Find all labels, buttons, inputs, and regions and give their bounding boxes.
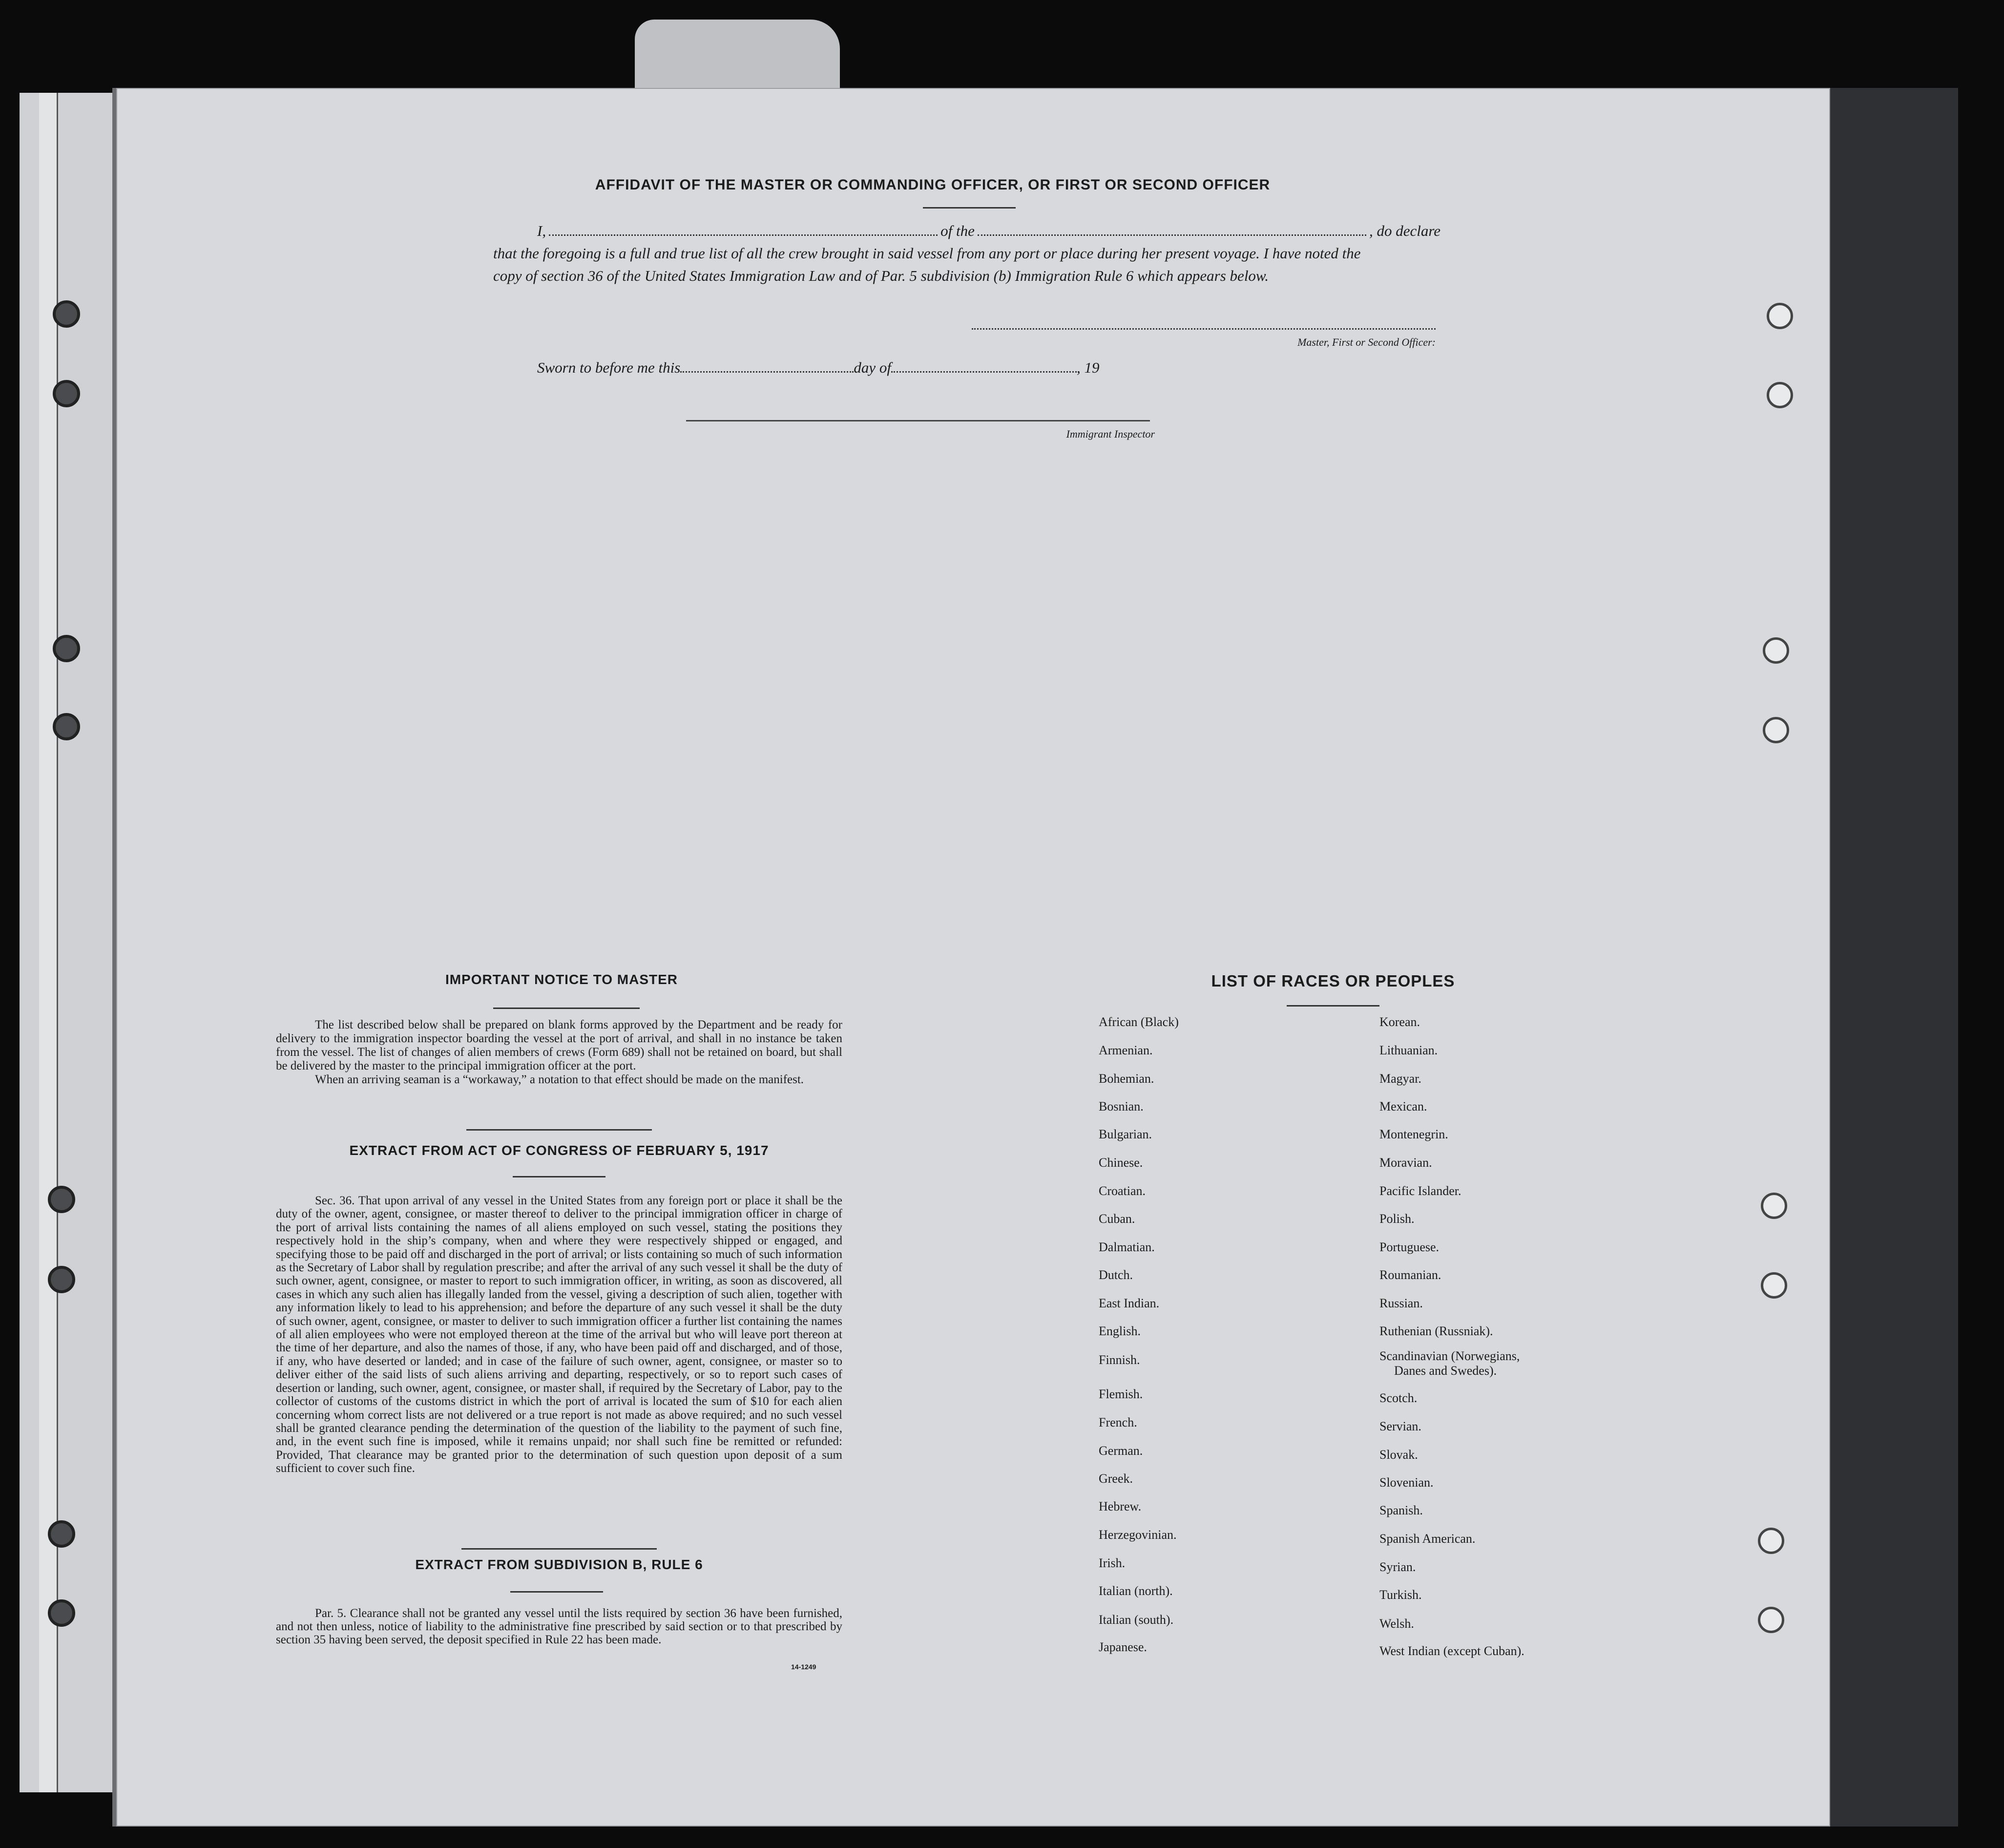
race-item: Pacific Islander.	[1379, 1184, 1461, 1198]
section-36-text	[276, 1194, 842, 1475]
par-5-text	[276, 1607, 842, 1646]
race-item: German.	[1099, 1444, 1143, 1458]
race-item: Slovenian.	[1379, 1475, 1434, 1490]
race-item: Herzegovinian.	[1099, 1528, 1177, 1542]
notice-paragraph-2: When an arriving seaman is a “workaway,” a notation to that effect should be made on the manifest.	[315, 1073, 804, 1086]
race-item: Cuban.	[1099, 1212, 1135, 1226]
race-item: Magyar.	[1379, 1071, 1421, 1086]
race-item: Greek.	[1099, 1471, 1133, 1486]
master-name-field[interactable]	[549, 234, 938, 236]
race-item: Korean.	[1379, 1015, 1420, 1029]
notice-title: IMPORTANT NOTICE TO MASTER	[445, 972, 678, 987]
par-5-paragraph: Par. 5. Clearance shall not be granted any vessel until the lists required by section 36 have been furnished, and not then unless, notice of liability to the administrative fine prescribed by said section or to that prescribed by section 35 having been served, the deposit specified in Rule 22 has been made.	[276, 1607, 842, 1646]
extract-rule-title: EXTRACT FROM SUBDIVISION B, RULE 6	[415, 1557, 703, 1572]
race-item: Syrian.	[1379, 1560, 1416, 1574]
race-item: Russian.	[1379, 1296, 1423, 1310]
race-item: Bosnian.	[1099, 1099, 1144, 1113]
race-item: Slovak.	[1379, 1448, 1418, 1462]
punch-hole	[48, 1266, 75, 1293]
punch-hole	[1758, 1607, 1784, 1633]
race-item: West Indian (except Cuban).	[1379, 1644, 1524, 1658]
race-item: Portuguese.	[1379, 1240, 1440, 1254]
sworn-day-of: day of	[854, 359, 891, 376]
race-item: Dutch.	[1099, 1268, 1133, 1282]
divider	[493, 1008, 640, 1009]
sworn-day-field[interactable]	[680, 371, 854, 373]
divider	[513, 1176, 605, 1177]
affidavit-text	[493, 220, 1440, 287]
underlying-page-edge	[1826, 88, 1958, 1827]
race-item: French.	[1099, 1415, 1137, 1429]
race-item: Spanish American.	[1379, 1532, 1476, 1546]
punch-hole	[53, 380, 80, 407]
vessel-name-field[interactable]	[978, 234, 1366, 236]
divider	[461, 1548, 657, 1550]
race-item: Welsh.	[1379, 1617, 1414, 1631]
punch-hole	[1758, 1528, 1784, 1554]
race-item: English.	[1099, 1324, 1141, 1338]
affidavit-of-the: of the	[940, 222, 975, 239]
signature-label: Master, First or Second Officer:	[1297, 336, 1436, 348]
punch-hole	[1763, 717, 1789, 743]
race-item: Lithuanian.	[1379, 1043, 1438, 1057]
signature-line[interactable]	[972, 328, 1436, 330]
race-item: Irish.	[1099, 1556, 1126, 1570]
race-item: Spanish.	[1379, 1503, 1423, 1517]
race-item: Bohemian.	[1099, 1071, 1154, 1086]
race-item: Turkish.	[1379, 1588, 1422, 1602]
punch-hole	[53, 635, 80, 662]
race-item: East Indian.	[1099, 1296, 1160, 1310]
race-item: Croatian.	[1099, 1184, 1146, 1198]
section-36-paragraph: Sec. 36. That upon arrival of any vessel in the United States from any foreign port or place it shall be the duty of the owner, agent, consignee, or master thereof to deliver to the principal immigration officer in charge of the port of arrival lists containing the names of all aliens employed on such vessel, stating the positions they respectively hold in the ship’s company, when and where they were respectively shipped or engaged, and specifying those to be paid off and discharged in the port of arrival; or lists containing so much of such information as the Secretary of Labor shall by regulation prescribe; and after the arrival of any such vessel it shall be the duty of such owner, agent, consignee, or master to report to such immigration officer, in writing, as soon as discovered, all cases in which any such alien has illegally landed from the vessel, giving a description of such alien, together with any information likely to lead to his apprehension; and before the departure of any such vessel it shall be the duty of such owner, agent, consignee, or master to deliver to such immigration officer a further list containing the names of all alien employees who were not employed thereon at the time of the arrival but who will leave port thereon at the time of her departure, and also the names of those, if any, who have been paid off and discharged, and of those, if any, who have deserted or landed; and in case of the failure of such owner, agent, consignee, or master so to deliver either of the said lists of such aliens arriving and departing, respectively, or so to report such cases of desertion or landing, such owner, agent, consignee, or master shall, if required by the Secretary of Labor, pay to the collector of customs of the customs district in which the port of arrival is located the sum of $10 for each alien concerning whom correct lists are not delivered or a true report is not made as above required; and no such vessel shall be granted clearance pending the determination of the question of the liability to the payment of such fine, and, in the event such fine is imposed, while it remains unpaid; nor shall such fine be remitted or refunded: Provided, That clearance may be granted prior to the determination of such question upon deposit of a sum sufficient to cover such fine.	[276, 1194, 842, 1475]
race-item: Flemish.	[1099, 1387, 1143, 1401]
affidavit-do-declare: , do declare	[1369, 222, 1441, 239]
race-item: Dalmatian.	[1099, 1240, 1155, 1254]
affidavit-line-3: copy of section 36 of the United States Immigration Law and of Par. 5 subdivision (b) Immigration Rule 6 which appears below.	[493, 267, 1269, 284]
affidavit-line-2: that the foregoing is a full and true list of all the crew brought in said vessel from any port or place during her present voyage. I have noted the	[493, 245, 1361, 262]
sworn-year: , 19	[1076, 359, 1100, 376]
notice-paragraph-1: The list described below shall be prepared on blank forms approved by the Department and be ready for delivery to the immigration inspector boarding the vessel at the port of arrival, and shall in no instance be taken from the vessel. The list of changes of alien members of crews (Form 689) shall not be retained on board, but shall be delivered by the master to the principal immigration officer at the port.	[276, 1018, 842, 1072]
punch-hole	[1767, 303, 1793, 329]
race-item: Mexican.	[1379, 1099, 1427, 1113]
punch-hole	[1761, 1272, 1787, 1299]
race-item: Roumanian.	[1379, 1268, 1441, 1282]
punch-hole	[48, 1520, 75, 1548]
inspector-label: Immigrant Inspector	[1066, 428, 1155, 440]
punch-hole	[1767, 382, 1793, 408]
race-item: Italian (north).	[1099, 1584, 1173, 1598]
sworn-line	[537, 359, 1172, 377]
punch-hole	[48, 1186, 75, 1213]
divider	[466, 1129, 652, 1131]
race-item: Polish.	[1379, 1212, 1415, 1226]
sworn-month-field[interactable]	[891, 371, 1077, 373]
race-item: Italian (south).	[1099, 1613, 1174, 1627]
race-item: Moravian.	[1379, 1155, 1432, 1170]
race-item: Chinese.	[1099, 1155, 1143, 1170]
race-item: Ruthenian (Russniak).	[1379, 1324, 1493, 1338]
divider	[510, 1591, 603, 1593]
race-item-continuation: Danes and Swedes).	[1394, 1364, 1497, 1378]
race-item: Scotch.	[1379, 1391, 1418, 1405]
affidavit-title: AFFIDAVIT OF THE MASTER OR COMMANDING OFFICER, OR FIRST OR SECOND OFFICER	[595, 177, 1271, 193]
punch-hole	[48, 1599, 75, 1627]
race-item: African (Black)	[1099, 1015, 1179, 1029]
race-item: Japanese.	[1099, 1640, 1147, 1654]
inspector-signature-line[interactable]	[686, 420, 1150, 421]
races-title: LIST OF RACES OR PEOPLES	[1211, 972, 1455, 990]
divider	[923, 207, 1016, 209]
race-item: Finnish.	[1099, 1353, 1140, 1367]
race-item: Servian.	[1379, 1419, 1421, 1433]
notice-body	[276, 1018, 842, 1087]
race-item: Scandinavian (Norwegians,	[1379, 1349, 1520, 1363]
divider	[1287, 1005, 1379, 1007]
punch-hole	[53, 300, 80, 328]
race-item: Hebrew.	[1099, 1499, 1142, 1513]
affidavit-i: I,	[537, 222, 546, 239]
punch-hole	[1763, 637, 1789, 664]
sworn-label: Sworn to before me this	[537, 359, 681, 376]
race-item: Armenian.	[1099, 1043, 1153, 1057]
affidavit-line-1	[493, 220, 1440, 242]
race-item: Bulgarian.	[1099, 1127, 1152, 1141]
race-item: Montenegrin.	[1379, 1127, 1448, 1141]
extract-act-title: EXTRACT FROM ACT OF CONGRESS OF FEBRUARY 5, 1917	[349, 1143, 769, 1158]
punch-hole	[53, 713, 80, 740]
form-number: 14-1249	[791, 1663, 816, 1671]
punch-hole	[1761, 1193, 1787, 1219]
